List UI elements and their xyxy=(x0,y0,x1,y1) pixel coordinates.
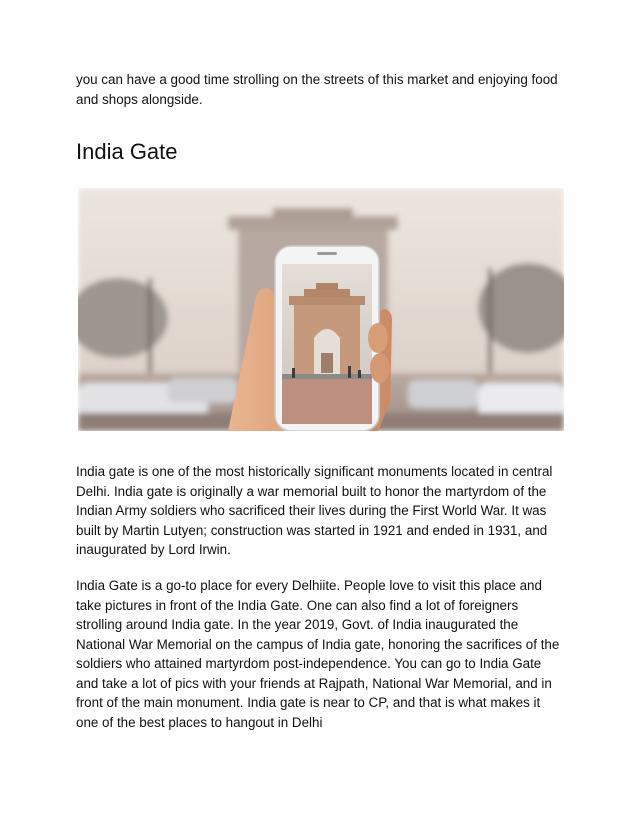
section-heading: India Gate xyxy=(76,139,178,164)
body-paragraph-1: India gate is one of the most historically significant monuments located in central Delhi. India gate is originally a war memorial built to honor the martyrdom of the Indian Army soldiers who sacrificed their lives during the First World War. It was built by Martin Lutyen; construction was started in 1921 and ended in 1931, and inaugurated by Lord Irwin. xyxy=(76,464,553,557)
body-paragraph-2: India Gate is a go-to place for every Delhiite. People love to visit this place and take pictures in front of the India Gate. One can also find a lot of foreigners strolling around India gate. In the year 2019, Govt. of India inaugurated the National War Memorial on the campus of India gate, honoring the sacrifices of the soldiers who attained martyrdom post-independence. You can go to India Gate and take a lot of pics with your friends at Rajpath, National War Memorial, and in front of the main monument. India gate is near to CP, and that is what makes it one of the best places to hangout in Delhi xyxy=(76,578,560,730)
india-gate-photo xyxy=(78,188,564,431)
intro-paragraph: you can have a good time strolling on the streets of this market and enjoying food and shops alongside. xyxy=(76,72,558,107)
